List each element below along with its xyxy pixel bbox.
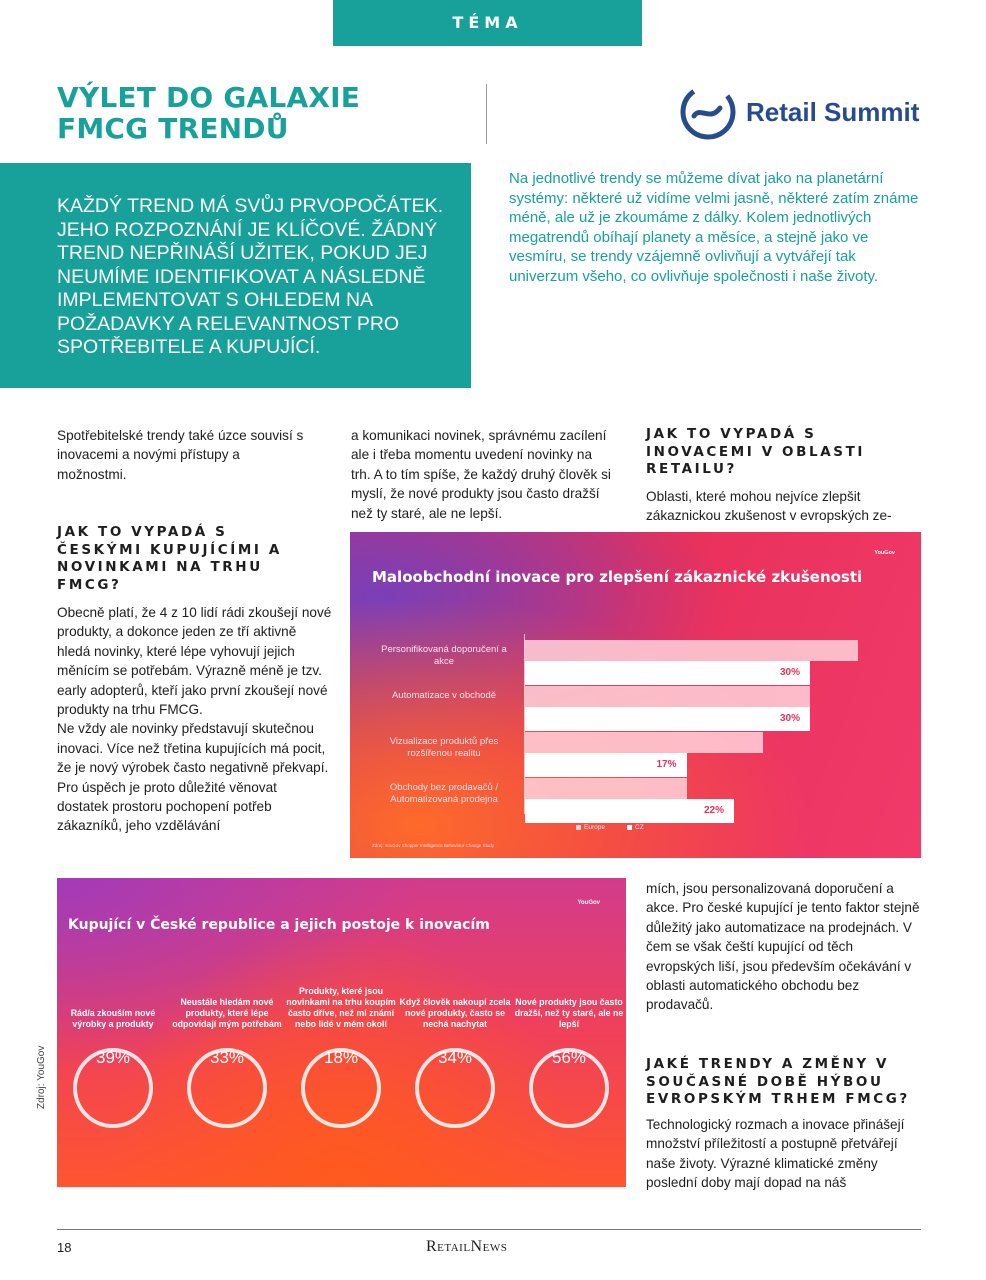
intro-text: Na jednotlivé trendy se můžeme dívat jako na planetární systémy: některé už vidíme velmi jasně, některé zatím známe méně, ale už je zkoumáme z dálky. Kolem jednotlivých megatrendů obíhají planety a měsíce, a stejně jako ve vesmíru, se trendy vzájemně ovlivňují a vytvářejí tak univerzum všeho, co ovlivňuje společnosti i naše životy.: [509, 170, 919, 285]
stat-question: Když člověk nakoupí zcela nové produkty, často se nechá nachytat: [399, 997, 511, 1029]
category-label: Vizualizace produktů přes rozšířenou realitu: [389, 736, 499, 759]
stat-question: Produkty, které jsou novinkami na trhu koupím často dříve, než mí známí nebo lidé v mém okolí: [286, 986, 396, 1029]
section-tab: TÉMA: [333, 0, 642, 46]
shopper-attitudes-chart: [57, 878, 626, 1187]
title-divider: [486, 84, 487, 144]
bar-europe: [525, 778, 687, 799]
lead-box: [0, 163, 471, 388]
logo-text: Retail Summit: [746, 97, 920, 127]
section-heading: JAK TO VYPADÁ S INOVACEMI V OBLASTI RETAILU?: [646, 426, 866, 477]
bar-value-label: 30%: [780, 667, 801, 678]
footer-divider: [57, 1229, 921, 1230]
stat-value: 33%: [209, 1048, 245, 1067]
bar-cz: [525, 799, 734, 823]
legend-europe: Europe: [576, 824, 605, 831]
bar-cz: [525, 707, 810, 731]
stat-question: Nové produkty jsou často dražší, než ty staré, ale ne lepší: [514, 997, 624, 1029]
paragraph: Technologický rozmach a inovace přinášejí množství příležitostí a postupně přetvářejí naše životy. Výrazné klimatické změny poslední doby mají dopad na náš: [646, 1117, 905, 1191]
retail-summit-logo: [678, 82, 928, 142]
section-heading: JAKÉ TRENDY A ZMĚNY V SOUČASNÉ DOBĚ HÝBOU EVROPSKÝM TRHEM FMCG?: [646, 1056, 910, 1107]
category-label: Automatizace v obchodě: [391, 690, 497, 701]
legend-cz: CZ: [627, 824, 644, 831]
stat-item: [57, 878, 169, 1178]
bar-value-label: 17%: [656, 759, 677, 770]
lead-text: KAŽDÝ TREND MÁ SVŮJ PRVOPOČÁTEK. JEHO ROZPOZNÁNÍ JE KLÍČOVÉ. ŽÁDNÝ TREND NEPŘINÁŠÍ UŽITEK, POKUD JEJ NEUMÍME IDENTIFIKOVAT A NÁSLEDNĚ IMPLEMENTOVAT S OHLEDEM NA POŽADAVKY A RELEVANTNOST PRO SPOTŘEBITELE A KUPUJÍCÍ.: [57, 195, 444, 358]
stat-value: 18%: [323, 1048, 359, 1067]
bar-cz: [525, 661, 810, 685]
paragraph: mích, jsou personalizovaná doporučení a akce. Pro české kupující je tento faktor stejně důležitý jako automatizace na prodejnách. V čem se však čeští kupující od těch evropských liší, jsou především očekávání v oblasti automatického obchodu bez prodavačů.: [646, 881, 920, 1013]
publication-name: RetailNews: [426, 1238, 508, 1255]
stat-question: Neustále hledám nové produkty, které lépe odpovídají mým potřebám: [172, 997, 282, 1029]
stat-item: [399, 878, 511, 1178]
category-label: Obchody bez prodavačů / Automatizovaná prodejna: [389, 782, 499, 805]
stat-value: 39%: [95, 1048, 131, 1067]
paragraph: Ne vždy ale novinky představují skutečnou inovaci. Více než třetina kupujících má pocit, že je nový výrobek často negativně překvapí. Pro úspěch je proto důležité věnovat dostatek prostoru pochopení potřeb zákazníků, jeho vzdělávání: [57, 721, 329, 834]
page-number: 18: [57, 1240, 72, 1255]
category-label: Personifikovaná doporučení a akce: [381, 644, 507, 667]
paragraph: Spotřebitelské trendy také úzce souvisí s inovacemi a novými přístupy a možnostmi.: [57, 428, 304, 482]
chart-title: Maloobchodní inovace pro zlepšení zákaznické zkušenosti: [372, 568, 863, 586]
section-heading: JAK TO VYPADÁ S ČESKÝMI KUPUJÍCÍMI A NOVINKAMI NA TRHU FMCG?: [57, 524, 282, 593]
chart-brand: YouGov: [874, 550, 895, 556]
source-note: Zdroj: YouGov: [36, 1045, 47, 1109]
bar-value-label: 30%: [780, 713, 801, 724]
retail-innovation-bar-chart: [350, 532, 921, 858]
chart-title: Kupující v České republice a jejich postoje k inovacím: [68, 917, 490, 933]
stat-question: Rád/a zkouším nové výrobky a produkty: [70, 1008, 156, 1029]
article-title: VÝLET DO GALAXIE FMCG TRENDŮ: [57, 81, 361, 145]
stat-value: 34%: [437, 1048, 473, 1067]
bar-value-label: 22%: [704, 805, 725, 816]
stat-item: [513, 878, 625, 1178]
stat-value: 56%: [551, 1048, 587, 1067]
bar-europe: [525, 686, 810, 707]
paragraph: a komunikaci novinek, správnému zacílení ale i třeba momentu uvedení novinky na trh. A to tím spíše, že každý druhý člověk si myslí, že nové produkty jsou často dražší než ty staré, ale ne lepší.: [351, 428, 611, 521]
bar-europe: [525, 640, 858, 661]
retail-summit-logo-icon: [678, 82, 738, 142]
chart-source: Zdroj: YouGov Shopper Intelligence Behaviour Change Study: [372, 843, 495, 848]
paragraph: Obecně platí, že 4 z 10 lidí rádi zkoušejí nové produkty, a dokonce jeden ze tří aktivně hledá novinky, které lépe vyhovují jejich měnícím se potřebám. Výrazně méně je tzv. early adopterů, kteří jako první zkoušejí nové produkty na trhu FMCG.: [57, 605, 332, 718]
column-text: [57, 603, 332, 836]
paragraph: Oblasti, které mohou nejvíce zlepšit zákaznickou zkušenost v evropských ze-: [646, 489, 892, 524]
stat-item: [171, 878, 283, 1178]
chart-brand: YouGov: [577, 900, 600, 906]
stat-item: [285, 878, 397, 1178]
bar-europe: [525, 732, 763, 753]
